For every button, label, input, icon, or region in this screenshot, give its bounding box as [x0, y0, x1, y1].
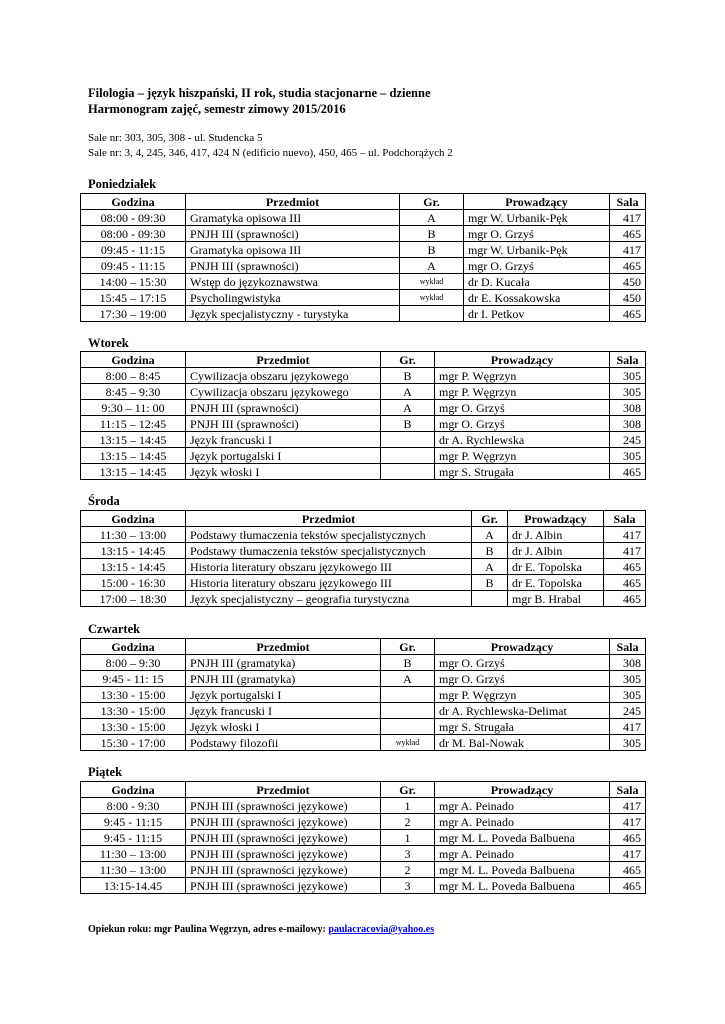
schedule-table — [80, 781, 646, 894]
cell-time: 13:30 - 15:00 — [81, 687, 186, 703]
cell-subject: Cywilizacja obszaru językowego — [186, 384, 381, 400]
cell-room: 417 — [604, 527, 646, 543]
cell-time: 8:00 - 9:30 — [81, 798, 186, 814]
cell-group: B — [381, 655, 435, 671]
table-row — [81, 448, 646, 464]
cell-group: B — [400, 242, 464, 258]
cell-subject: Język francuski I — [186, 432, 381, 448]
table-row — [81, 210, 646, 226]
cell-time: 8:00 – 8:45 — [81, 368, 186, 384]
cell-room: 308 — [610, 400, 646, 416]
cell-group: A — [381, 400, 435, 416]
column-header-group: Gr. — [381, 352, 435, 368]
cell-time: 9:45 - 11:15 — [81, 814, 186, 830]
schedule-table — [80, 351, 646, 480]
cell-subject: Historia literatury obszaru językowego III — [186, 559, 472, 575]
cell-subject: Wstęp do językoznawstwa — [186, 274, 400, 290]
cell-subject: PNJH III (sprawności językowe) — [186, 798, 381, 814]
cell-time: 9:45 - 11: 15 — [81, 671, 186, 687]
cell-teacher: dr A. Rychlewska-Delimat — [435, 703, 610, 719]
cell-teacher: mgr O. Grzyś — [464, 226, 610, 242]
table-header-row — [81, 639, 646, 655]
table-row — [81, 543, 646, 559]
cell-teacher: dr E. Kossakowska — [464, 290, 610, 306]
cell-room: 308 — [610, 416, 646, 432]
cell-time: 13:15 – 14:45 — [81, 432, 186, 448]
cell-time: 11:30 – 13:00 — [81, 862, 186, 878]
cell-room: 417 — [610, 242, 646, 258]
cell-group: A — [400, 258, 464, 274]
cell-group: B — [381, 368, 435, 384]
cell-time: 8:45 – 9:30 — [81, 384, 186, 400]
column-header-subject: Przedmiot — [186, 352, 381, 368]
cell-teacher: mgr A. Peinado — [435, 814, 610, 830]
column-header-subject: Przedmiot — [186, 639, 381, 655]
cell-room: 450 — [610, 290, 646, 306]
table-row — [81, 671, 646, 687]
column-header-teacher: Prowadzący — [435, 352, 610, 368]
column-header-teacher: Prowadzący — [435, 639, 610, 655]
column-header-time: Godzina — [81, 511, 186, 527]
cell-time: 13:15 – 14:45 — [81, 448, 186, 464]
cell-teacher: dr J. Albin — [508, 527, 604, 543]
cell-group — [472, 591, 508, 607]
table-row — [81, 242, 646, 258]
column-header-subject: Przedmiot — [186, 511, 472, 527]
table-row — [81, 400, 646, 416]
cell-room: 465 — [610, 862, 646, 878]
cell-time: 13:15 - 14:45 — [81, 543, 186, 559]
column-header-group: Gr. — [400, 194, 464, 210]
cell-room: 245 — [610, 432, 646, 448]
cell-room: 305 — [610, 368, 646, 384]
cell-room: 465 — [610, 878, 646, 894]
cell-room: 465 — [604, 559, 646, 575]
cell-group — [400, 306, 464, 322]
cell-room: 305 — [610, 384, 646, 400]
column-header-subject: Przedmiot — [186, 782, 381, 798]
footer-contact — [88, 924, 434, 935]
cell-room: 417 — [610, 798, 646, 814]
cell-subject: Historia literatury obszaru językowego III — [186, 575, 472, 591]
table-row — [81, 226, 646, 242]
cell-room: 305 — [610, 687, 646, 703]
table-row — [81, 258, 646, 274]
cell-subject: Podstawy filozofii — [186, 735, 381, 751]
cell-room: 465 — [610, 258, 646, 274]
cell-time: 08:00 - 09:30 — [81, 226, 186, 242]
cell-time: 17:30 – 19:00 — [81, 306, 186, 322]
cell-teacher: mgr P. Węgrzyn — [435, 384, 610, 400]
column-header-group: Gr. — [381, 639, 435, 655]
cell-group — [381, 719, 435, 735]
cell-teacher: dr E. Topolska — [508, 559, 604, 575]
table-row — [81, 575, 646, 591]
cell-room: 417 — [610, 814, 646, 830]
cell-teacher: mgr O. Grzyś — [435, 655, 610, 671]
column-header-time: Godzina — [81, 194, 186, 210]
table-row — [81, 416, 646, 432]
cell-group: 2 — [381, 862, 435, 878]
cell-teacher: mgr P. Węgrzyn — [435, 687, 610, 703]
table-row — [81, 878, 646, 894]
table-row — [81, 368, 646, 384]
footer-label: Opiekun roku: mgr Paulina Węgrzyn, adres e-mailowy: — [88, 924, 329, 935]
cell-subject: PNJH III (sprawności językowe) — [186, 878, 381, 894]
cell-time: 13:15-14.45 — [81, 878, 186, 894]
column-header-teacher: Prowadzący — [435, 782, 610, 798]
cell-subject: Język włoski I — [186, 464, 381, 480]
cell-group: B — [472, 543, 508, 559]
rooms-info-line-2: Sale nr: 3, 4, 245, 346, 417, 424 N (edificio nuevo), 450, 465 – ul. Podchorążych 2 — [88, 147, 453, 159]
table-row — [81, 862, 646, 878]
cell-room: 245 — [610, 703, 646, 719]
cell-teacher: mgr B. Hrabal — [508, 591, 604, 607]
cell-room: 465 — [604, 575, 646, 591]
table-row — [81, 432, 646, 448]
cell-group: 1 — [381, 830, 435, 846]
column-header-room: Sala — [610, 194, 646, 210]
cell-group: 1 — [381, 798, 435, 814]
cell-time: 17:00 – 18:30 — [81, 591, 186, 607]
table-row — [81, 306, 646, 322]
cell-teacher: mgr M. L. Poveda Balbuena — [435, 862, 610, 878]
cell-group: A — [381, 384, 435, 400]
table-row — [81, 290, 646, 306]
cell-room: 417 — [610, 719, 646, 735]
column-header-teacher: Prowadzący — [464, 194, 610, 210]
cell-subject: Gramatyka opisowa III — [186, 210, 400, 226]
cell-group: B — [381, 416, 435, 432]
cell-room: 417 — [604, 543, 646, 559]
cell-subject: PNJH III (gramatyka) — [186, 671, 381, 687]
cell-subject: Język włoski I — [186, 719, 381, 735]
cell-time: 8:00 – 9:30 — [81, 655, 186, 671]
column-header-time: Godzina — [81, 782, 186, 798]
cell-group: 2 — [381, 814, 435, 830]
cell-time: 9:45 - 11:15 — [81, 830, 186, 846]
cell-teacher: mgr M. L. Poveda Balbuena — [435, 830, 610, 846]
document-subtitle: Harmonogram zajęć, semestr zimowy 2015/2016 — [88, 102, 346, 116]
column-header-group: Gr. — [472, 511, 508, 527]
cell-group: B — [472, 575, 508, 591]
table-header-row — [81, 511, 646, 527]
cell-subject: PNJH III (sprawności) — [186, 258, 400, 274]
cell-subject: Język francuski I — [186, 703, 381, 719]
cell-time: 13:30 - 15:00 — [81, 703, 186, 719]
cell-room: 465 — [610, 464, 646, 480]
column-header-room: Sala — [610, 782, 646, 798]
table-header-row — [81, 352, 646, 368]
cell-time: 11:30 – 13:00 — [81, 527, 186, 543]
cell-room: 465 — [610, 226, 646, 242]
table-row — [81, 591, 646, 607]
cell-subject: PNJH III (sprawności językowe) — [186, 830, 381, 846]
cell-teacher: dr I. Petkov — [464, 306, 610, 322]
cell-subject: PNJH III (sprawności językowe) — [186, 862, 381, 878]
cell-room: 305 — [610, 735, 646, 751]
cell-teacher: dr M. Bal-Nowak — [435, 735, 610, 751]
cell-time: 9:30 – 11: 00 — [81, 400, 186, 416]
cell-time: 15:00 - 16:30 — [81, 575, 186, 591]
cell-group: A — [381, 671, 435, 687]
cell-subject: Psycholingwistyka — [186, 290, 400, 306]
cell-teacher: mgr W. Urbanik-Pęk — [464, 210, 610, 226]
document-title: Filologia – język hiszpański, II rok, studia stacjonarne – dzienne — [88, 86, 431, 100]
rooms-info-line-1: Sale nr: 303, 305, 308 - ul. Studencka 5 — [88, 132, 263, 144]
table-header-row — [81, 194, 646, 210]
cell-subject: PNJH III (sprawności) — [186, 400, 381, 416]
cell-teacher: mgr P. Węgrzyn — [435, 448, 610, 464]
cell-group: A — [472, 559, 508, 575]
table-row — [81, 559, 646, 575]
cell-subject: PNJH III (sprawności) — [186, 416, 381, 432]
cell-teacher: mgr M. L. Poveda Balbuena — [435, 878, 610, 894]
cell-teacher: mgr P. Węgrzyn — [435, 368, 610, 384]
cell-time: 11:30 – 13:00 — [81, 846, 186, 862]
cell-teacher: mgr S. Strugała — [435, 719, 610, 735]
cell-time: 13:15 – 14:45 — [81, 464, 186, 480]
table-row — [81, 798, 646, 814]
cell-group: wykład — [400, 274, 464, 290]
column-header-subject: Przedmiot — [186, 194, 400, 210]
table-row — [81, 814, 646, 830]
column-header-room: Sala — [604, 511, 646, 527]
table-row — [81, 703, 646, 719]
cell-teacher: dr A. Rychlewska — [435, 432, 610, 448]
cell-time: 09:45 - 11:15 — [81, 242, 186, 258]
cell-group — [381, 432, 435, 448]
table-row — [81, 735, 646, 751]
cell-subject: PNJH III (sprawności językowe) — [186, 846, 381, 862]
table-row — [81, 464, 646, 480]
schedule-table — [80, 510, 646, 607]
cell-room: 465 — [610, 306, 646, 322]
cell-time: 15:30 - 17:00 — [81, 735, 186, 751]
day-heading: Czwartek — [88, 622, 141, 636]
column-header-room: Sala — [610, 352, 646, 368]
day-heading: Piątek — [88, 765, 123, 779]
email-link[interactable]: paulacracovia@yahoo.es — [328, 924, 435, 935]
cell-teacher: mgr S. Strugała — [435, 464, 610, 480]
cell-time: 11:15 – 12:45 — [81, 416, 186, 432]
cell-subject: Gramatyka opisowa III — [186, 242, 400, 258]
day-heading: Wtorek — [88, 336, 129, 350]
cell-room: 305 — [610, 448, 646, 464]
cell-teacher: mgr A. Peinado — [435, 846, 610, 862]
cell-group: 3 — [381, 878, 435, 894]
cell-teacher: mgr O. Grzyś — [435, 671, 610, 687]
column-header-teacher: Prowadzący — [508, 511, 604, 527]
cell-group: A — [400, 210, 464, 226]
table-row — [81, 384, 646, 400]
cell-group: 3 — [381, 846, 435, 862]
cell-subject: PNJH III (gramatyka) — [186, 655, 381, 671]
cell-room: 417 — [610, 210, 646, 226]
table-row — [81, 830, 646, 846]
cell-group: wykład — [400, 290, 464, 306]
cell-room: 465 — [604, 591, 646, 607]
cell-time: 15:45 – 17:15 — [81, 290, 186, 306]
cell-subject: Język specjalistyczny – geografia turystyczna — [186, 591, 472, 607]
cell-subject: PNJH III (sprawności) — [186, 226, 400, 242]
cell-teacher: mgr O. Grzyś — [435, 400, 610, 416]
cell-group — [381, 448, 435, 464]
column-header-time: Godzina — [81, 352, 186, 368]
day-heading: Środa — [88, 494, 120, 508]
cell-room: 305 — [610, 671, 646, 687]
schedule-table — [80, 193, 646, 322]
cell-room: 308 — [610, 655, 646, 671]
table-header-row — [81, 782, 646, 798]
cell-time: 14:00 – 15:30 — [81, 274, 186, 290]
cell-room: 465 — [610, 830, 646, 846]
cell-teacher: mgr O. Grzyś — [464, 258, 610, 274]
cell-teacher: mgr A. Peinado — [435, 798, 610, 814]
column-header-room: Sala — [610, 639, 646, 655]
cell-subject: Cywilizacja obszaru językowego — [186, 368, 381, 384]
cell-time: 08:00 - 09:30 — [81, 210, 186, 226]
table-row — [81, 719, 646, 735]
cell-teacher: dr J. Albin — [508, 543, 604, 559]
cell-room: 417 — [610, 846, 646, 862]
cell-subject: Język portugalski I — [186, 448, 381, 464]
table-row — [81, 527, 646, 543]
cell-subject: Podstawy tłumaczenia tekstów specjalistycznych — [186, 543, 472, 559]
cell-group: B — [400, 226, 464, 242]
cell-teacher: mgr O. Grzyś — [435, 416, 610, 432]
table-row — [81, 846, 646, 862]
cell-group — [381, 703, 435, 719]
cell-teacher: mgr W. Urbanik-Pęk — [464, 242, 610, 258]
cell-time: 13:15 - 14:45 — [81, 559, 186, 575]
day-heading: Poniedziałek — [88, 177, 157, 191]
column-header-group: Gr. — [381, 782, 435, 798]
cell-teacher: dr E. Topolska — [508, 575, 604, 591]
table-row — [81, 274, 646, 290]
column-header-time: Godzina — [81, 639, 186, 655]
table-row — [81, 687, 646, 703]
cell-room: 450 — [610, 274, 646, 290]
cell-subject: Język specjalistyczny - turystyka — [186, 306, 400, 322]
cell-subject: Język portugalski I — [186, 687, 381, 703]
cell-group — [381, 464, 435, 480]
cell-group: wykład — [381, 735, 435, 751]
cell-time: 13:30 - 15:00 — [81, 719, 186, 735]
cell-teacher: dr D. Kucała — [464, 274, 610, 290]
table-row — [81, 655, 646, 671]
cell-time: 09:45 - 11:15 — [81, 258, 186, 274]
cell-subject: Podstawy tłumaczenia tekstów specjalistycznych — [186, 527, 472, 543]
cell-group — [381, 687, 435, 703]
cell-subject: PNJH III (sprawności językowe) — [186, 814, 381, 830]
cell-group: A — [472, 527, 508, 543]
schedule-table — [80, 638, 646, 751]
